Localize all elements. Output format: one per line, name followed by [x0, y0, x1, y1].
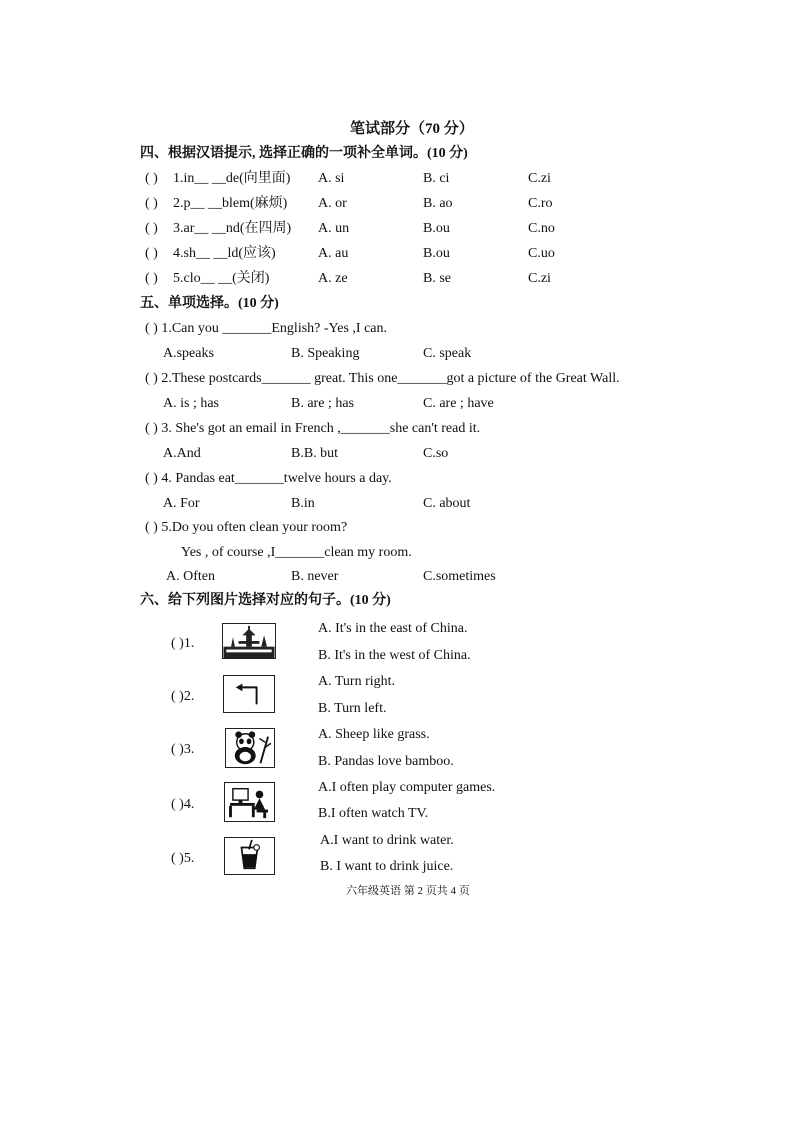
tower-landscape-icon — [222, 623, 276, 659]
panda-icon — [225, 728, 275, 768]
question-text: ( ) 2.These postcards_______ great. This one_______got a picture of the Great Wall. — [145, 371, 620, 386]
option-b: B. It's in the west of China. — [318, 648, 471, 663]
page-footer: 六年级英语 第 2 页共 4 页 — [346, 885, 470, 897]
section-5-heading: 五、单项选择。(10 分) — [140, 296, 279, 311]
option-a: A.And — [163, 446, 201, 461]
option-c: C.no — [528, 221, 555, 236]
question-text: 4.sh__ __ld(应该) — [173, 246, 276, 261]
option-b: B. never — [291, 569, 339, 584]
option-b: B. ao — [423, 196, 453, 211]
option-a: A. au — [318, 246, 349, 261]
option-a: A. or — [318, 196, 347, 211]
answer-paren[interactable]: ( ) — [145, 246, 158, 261]
option-a: A. It's in the east of China. — [318, 621, 468, 636]
option-c: C.ro — [528, 196, 553, 211]
question-text: 1.in__ __de(向里面) — [173, 171, 291, 186]
option-a: A.I often play computer games. — [318, 780, 496, 795]
option-c: C.uo — [528, 246, 555, 261]
answer-paren[interactable]: ( ) — [145, 221, 158, 236]
answer-label[interactable]: ( )2. — [171, 689, 195, 704]
option-a: A. un — [318, 221, 350, 236]
question-text: ( ) 4. Pandas eat_______twelve hours a day. — [145, 471, 392, 486]
option-a: A. is ; has — [163, 396, 219, 411]
option-b: B.in — [291, 496, 315, 511]
option-a: A. Sheep like grass. — [318, 727, 430, 742]
question-text: 3.ar__ __nd(在四周) — [173, 221, 292, 236]
option-a: A.I want to drink water. — [320, 833, 454, 848]
answer-label[interactable]: ( )1. — [171, 636, 195, 651]
option-b: B.ou — [423, 246, 450, 261]
answer-paren[interactable]: ( ) — [145, 271, 158, 286]
option-b: B. Pandas love bamboo. — [318, 754, 454, 769]
question-text: 5.clo__ __(关闭) — [173, 271, 270, 286]
option-a: A. For — [163, 496, 200, 511]
answer-label[interactable]: ( )5. — [171, 851, 195, 866]
option-b: B. ci — [423, 171, 450, 186]
option-b: B. Speaking — [291, 346, 360, 361]
answer-label[interactable]: ( )3. — [171, 742, 195, 757]
option-a: A. ze — [318, 271, 348, 286]
option-b: B.ou — [423, 221, 450, 236]
option-c: C.sometimes — [423, 569, 496, 584]
option-c: C.so — [423, 446, 449, 461]
question-text-continued: Yes , of course ,I_______clean my room. — [181, 545, 412, 560]
option-b: B. se — [423, 271, 451, 286]
answer-paren[interactable]: ( ) — [145, 171, 158, 186]
question-text: ( ) 1.Can you _______English? -Yes ,I can. — [145, 321, 387, 336]
juice-glass-icon — [224, 837, 275, 875]
section-6-heading: 六、给下列图片选择对应的句子。(10 分) — [140, 593, 391, 608]
option-b: B.B. but — [291, 446, 339, 461]
answer-label[interactable]: ( )4. — [171, 797, 195, 812]
option-b: B. I want to drink juice. — [320, 859, 454, 874]
option-a: A. Turn right. — [318, 674, 396, 689]
question-text: 2.p__ __blem(麻烦) — [173, 196, 288, 211]
option-b: B.I often watch TV. — [318, 806, 429, 821]
option-a: A.speaks — [163, 346, 214, 361]
section-4-heading: 四、根据汉语提示, 选择正确的一项补全单词。(10 分) — [140, 146, 468, 161]
computer-icon — [224, 782, 275, 822]
option-c: C. speak — [423, 346, 472, 361]
option-a: A. Often — [166, 569, 215, 584]
question-text: ( ) 5.Do you often clean your room? — [145, 520, 348, 535]
option-b: B. Turn left. — [318, 701, 387, 716]
question-text: ( ) 3. She's got an email in French ,_______she can't read it. — [145, 421, 481, 436]
page-title: 笔试部分（70 分） — [350, 121, 474, 137]
option-c: C. about — [423, 496, 471, 511]
turn-left-arrow-icon — [223, 675, 275, 713]
option-c: C. are ; have — [423, 396, 494, 411]
option-c: C.zi — [528, 171, 551, 186]
option-b: B. are ; has — [291, 396, 354, 411]
answer-paren[interactable]: ( ) — [145, 196, 158, 211]
option-a: A. si — [318, 171, 345, 186]
option-c: C.zi — [528, 271, 551, 286]
